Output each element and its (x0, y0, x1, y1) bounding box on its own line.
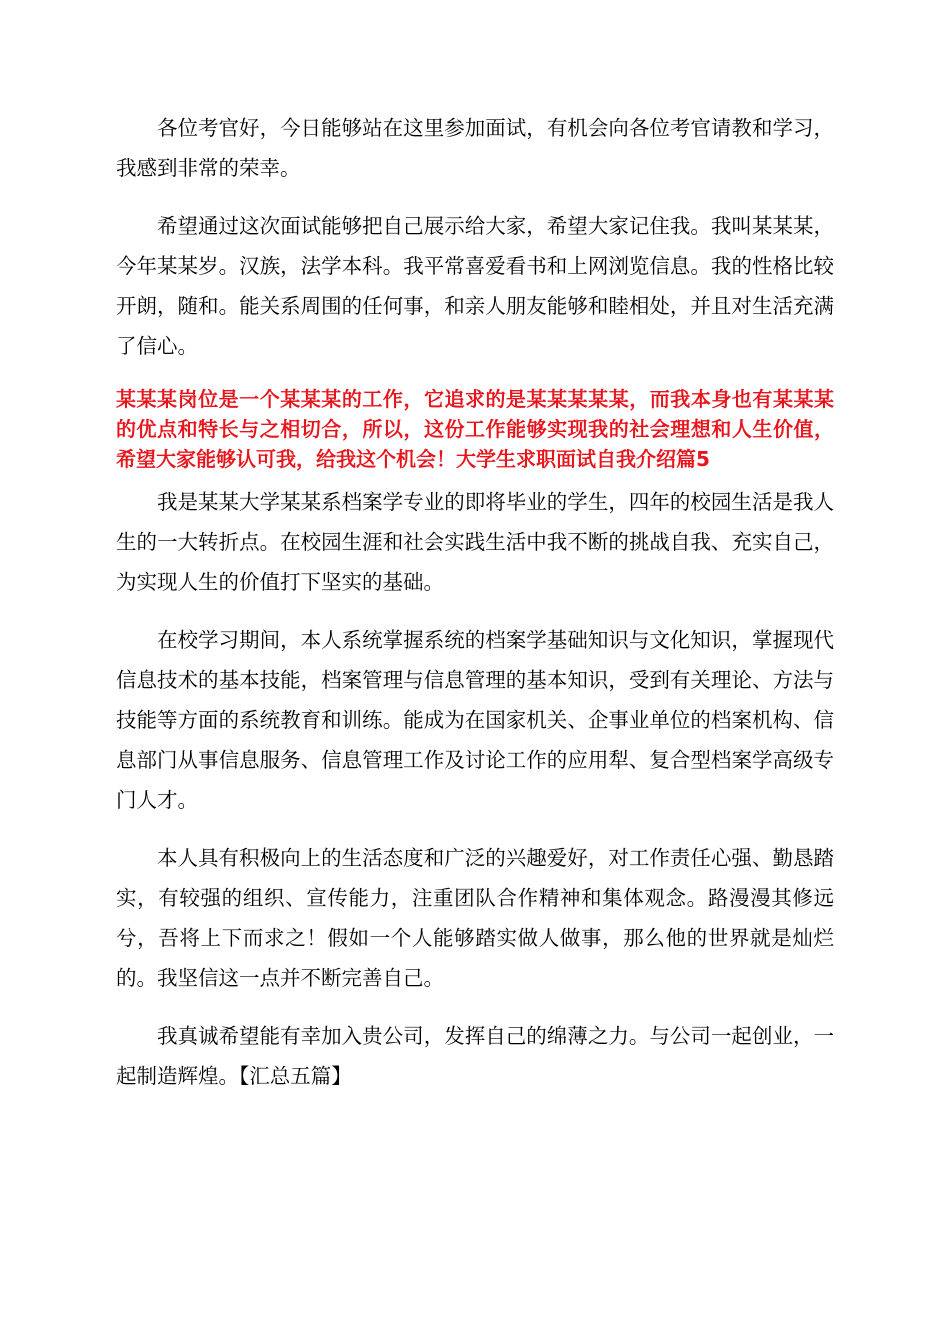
highlighted-heading: 某某某岗位是一个某某某的工作，它追求的是某某某某某，而我本身也有某某某的优点和特长与之相切合，所以，这份工作能够实现我的社会理想和人生价值，希望大家能够认可我，给我这个机会！大学生求职面试自我介绍篇5 (116, 387, 834, 471)
paragraph-study: 在校学习期间，本人系统掌握系统的档案学基础知识与文化知识，掌握现代信息技术的基本技能，档案管理与信息管理的基本知识，受到有关理论、方法与技能等方面的系统教育和训练。能成为在国家机关、企事业单位的档案机构、信息部门从事信息服务、信息管理工作及讨论工作的应用犁、复合型档案学高级专门人才。 (116, 628, 834, 812)
paragraph-closing: 我真诚希望能有幸加入贵公司，发挥自己的绵薄之力。与公司一起创业，一起制造辉煌。【汇总五篇】 (116, 1024, 834, 1088)
paragraph-personality: 本人具有积极向上的生活态度和广泛的兴趣爱好，对工作责任心强、勤恳踏实，有较强的组织、宣传能力，注重团队合作精神和集体观念。路漫漫其修远兮，吾将上下而求之！假如一个人能够踏实做人做事，那么他的世界就是灿烂的。我坚信这一点并不断完善自己。 (116, 846, 834, 990)
paragraph-self-intro: 希望通过这次面试能够把自己展示给大家，希望大家记住我。我叫某某某，今年某某岁。汉族，法学本科。我平常喜爱看书和上网浏览信息。我的性格比较开朗，随和。能关系周围的任何事，和亲人朋友能够和睦相处，并且对生活充满了信心。 (116, 214, 834, 358)
paragraph-greeting: 各位考官好，今日能够站在这里参加面试，有机会向各位考官请教和学习，我感到非常的荣幸。 (116, 116, 834, 180)
paragraph-background: 我是某某大学某某系档案学专业的即将毕业的学生，四年的校园生活是我人生的一大转折点。在校园生涯和社会实践生活中我不断的挑战自我、充实自己，为实现人生的价值打下坚实的基础。 (116, 490, 834, 594)
document-body (116, 108, 834, 1114)
